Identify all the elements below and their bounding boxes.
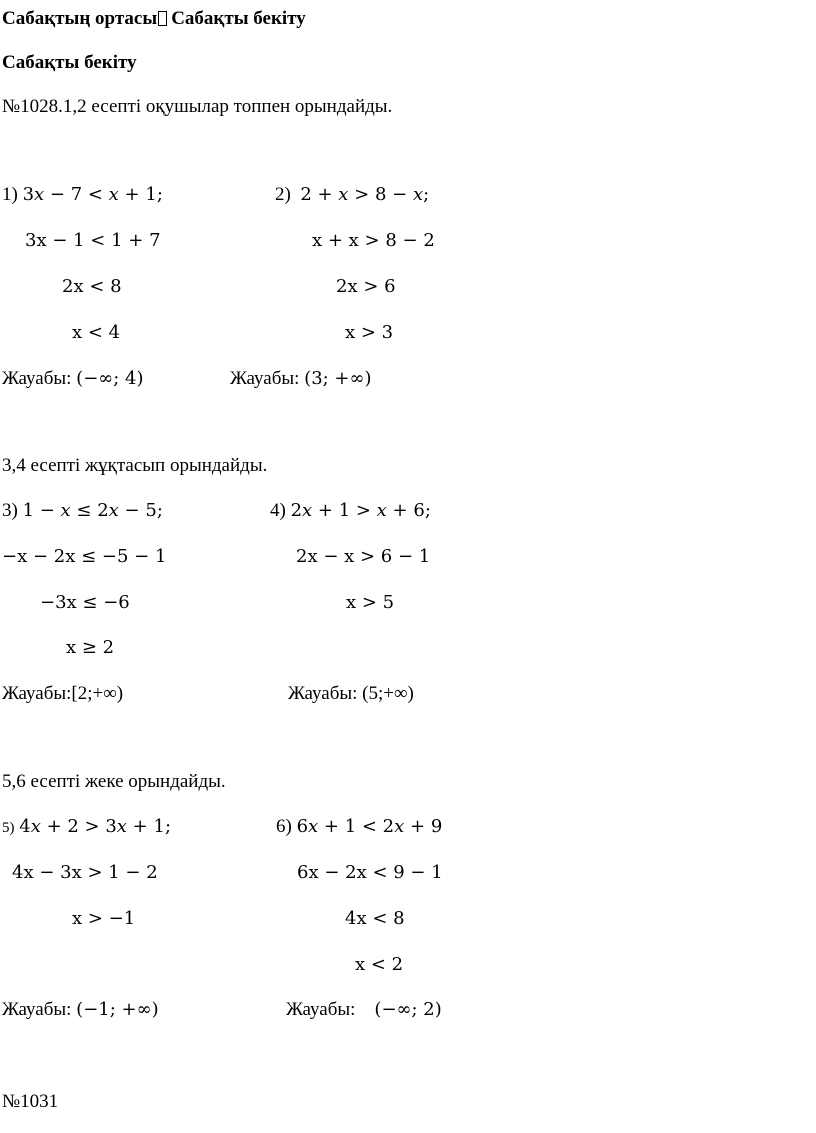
problem-4-inequality: 2𝑥 + 1 > 𝑥 + 6;: [290, 500, 431, 521]
problem-6-step-3: x < 2: [355, 954, 404, 975]
problem-2-label: 2): [275, 184, 291, 205]
answer-label: Жауабы:: [230, 368, 300, 389]
problem-4-label: 4): [270, 500, 286, 521]
problem-3-step-3: x ≥ 2: [66, 637, 115, 658]
answer-label: Жауабы:: [2, 683, 72, 704]
problem-1-step-1: 3x − 1 < 1 + 7: [25, 230, 161, 251]
problem-5-inequality: 4𝑥 + 2 > 3𝑥 + 1;: [19, 816, 172, 837]
missing-glyph-box: [158, 11, 167, 26]
subtitle: Сабақты бекіту: [2, 52, 137, 73]
problem-1-step-3: x < 4: [72, 322, 121, 343]
problem-4-step-1: 2x − x > 6 − 1: [296, 546, 431, 567]
group-2-intro: 3,4 есепті жұқтасып орындайды.: [2, 455, 268, 476]
answer-label: Жауабы:: [288, 683, 358, 704]
title-left: Сабақтың ортасы: [2, 8, 158, 29]
problem-3-inequality: 1 − 𝑥 ≤ 2𝑥 − 5;: [22, 500, 163, 521]
problem-1-statement: [2, 183, 163, 207]
problem-6-statement: [276, 815, 442, 839]
problem-2-step-3: x > 3: [345, 322, 394, 343]
problem-6-answer: [286, 998, 442, 1022]
problem-1-inequality: 3𝑥 − 7 < 𝑥 + 1;: [22, 184, 163, 205]
group-3-intro: 5,6 есепті жеке орындайды.: [2, 771, 226, 792]
problem-2-step-2: 2x > 6: [336, 276, 396, 297]
problem-5-step-1: 4x − 3x > 1 − 2: [12, 862, 158, 883]
answer-label: Жауабы:: [2, 999, 72, 1020]
problem-5-statement: [2, 815, 171, 840]
problem-2-statement: [275, 183, 429, 207]
problem-1-step-2: 2x < 8: [62, 276, 122, 297]
problem-1-answer-value: (−∞; 4): [76, 368, 144, 389]
problem-6-step-1: 6x − 2x < 9 − 1: [297, 862, 443, 883]
problem-3-step-1: −x − 2x ≤ −5 − 1: [2, 546, 167, 567]
problem-3-answer-value: [2;+∞): [71, 683, 124, 704]
problem-3-label: 3): [2, 500, 18, 521]
answer-label: Жауабы:: [286, 999, 356, 1020]
next-task-number: №1031: [2, 1091, 59, 1112]
problem-4-statement: [270, 499, 431, 523]
page-title: [2, 7, 306, 31]
problem-2-answer: [230, 367, 372, 391]
problem-1-label: 1): [2, 184, 18, 205]
problem-3-step-2: −3x ≤ −6: [40, 592, 130, 613]
problem-5-answer-value: (−1; +∞): [76, 999, 159, 1020]
answer-label: Жауабы:: [2, 368, 72, 389]
problem-6-step-2: 4x < 8: [345, 908, 405, 929]
problem-5-answer: [2, 998, 159, 1022]
problem-4-answer-value: (5;+∞): [362, 683, 414, 704]
problem-6-inequality: 6𝑥 + 1 < 2𝑥 + 9: [296, 816, 443, 837]
problem-2-step-1: x + x > 8 − 2: [312, 230, 435, 251]
problem-6-label: 6): [276, 816, 292, 837]
problem-4-answer: [288, 682, 414, 706]
task-intro: №1028.1,2 есепті оқушылар топпен орындайды.: [2, 96, 393, 117]
problem-3-answer: [2, 682, 123, 706]
problem-6-answer-value: (−∞; 2): [374, 999, 442, 1020]
problem-2-inequality: 2 + 𝑥 > 8 − 𝑥;: [300, 184, 430, 205]
problem-2-answer-value: (3; +∞): [304, 368, 372, 389]
title-right: Сабақты бекіту: [171, 8, 306, 29]
problem-4-step-2: x > 5: [346, 592, 395, 613]
problem-5-label: 5): [2, 820, 15, 836]
problem-3-statement: [2, 499, 163, 523]
problem-1-answer: [2, 367, 144, 391]
problem-5-step-2: x > −1: [72, 908, 136, 929]
